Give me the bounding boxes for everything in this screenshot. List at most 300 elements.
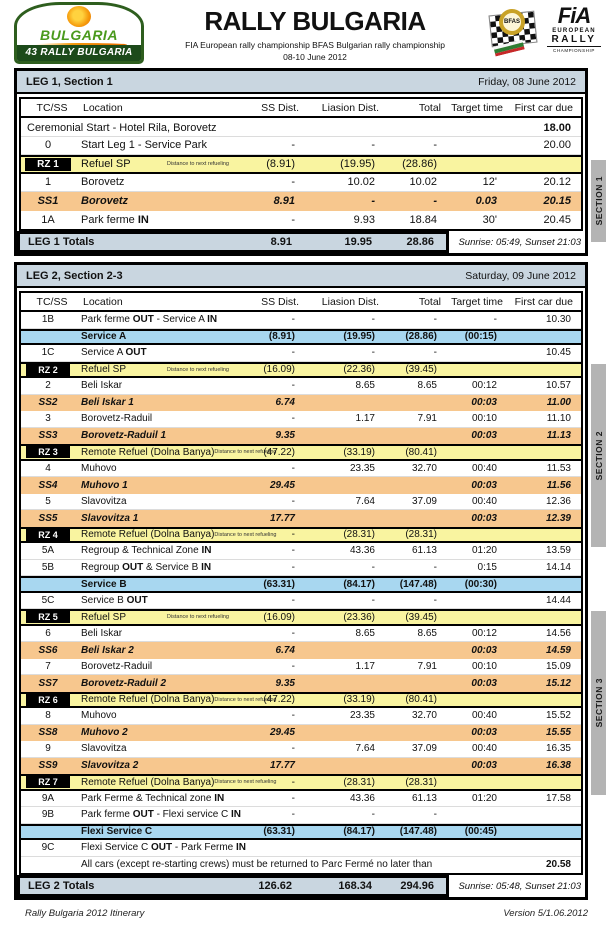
- liasion-dist-cell: (84.17): [343, 578, 375, 590]
- location-text: [81, 661, 152, 672]
- location-text: [81, 513, 138, 524]
- location-cell: [75, 380, 233, 391]
- rz-badge: RZ 4: [26, 529, 70, 541]
- ss-dist-cell: -: [291, 380, 295, 392]
- tc-cell: 5A: [41, 545, 55, 557]
- location-segment: Remote Refuel (Dolna Banya): [81, 529, 215, 541]
- liasion-dist-cell: (22.36): [343, 364, 375, 376]
- liasion-dist-cell: -: [371, 314, 375, 326]
- table-row: [21, 192, 581, 211]
- leg2-table: [19, 291, 583, 875]
- total-cell: 61.13: [411, 792, 437, 804]
- totals-liasion-dist: 19.95: [344, 236, 372, 248]
- refuel-note: Distance to next refueling: [214, 696, 277, 703]
- table-row: [21, 576, 581, 593]
- tc-cell: SS2: [38, 397, 58, 409]
- location-text: [81, 463, 117, 474]
- table-row: [21, 758, 581, 775]
- table-row: [21, 118, 581, 137]
- location-cell: [75, 158, 233, 170]
- totals-ss-dist: 8.91: [270, 236, 292, 248]
- leg1-totals-row: [17, 231, 585, 253]
- tc-cell: SS5: [38, 512, 58, 524]
- target-time-cell: 00:03: [471, 760, 497, 772]
- total-cell: (80.41): [405, 446, 437, 458]
- total-cell: 37.09: [411, 495, 437, 507]
- location-segment: Borovetz: [81, 176, 125, 189]
- location-cell: [75, 139, 233, 151]
- ss-dist-cell: -: [291, 314, 295, 326]
- col-target-time: Target time: [451, 101, 503, 114]
- table-row: [21, 807, 581, 824]
- first-car-due-cell: 11.10: [546, 413, 571, 425]
- target-time-cell: 00:12: [471, 627, 497, 639]
- location-segment: IN: [231, 809, 242, 821]
- liasion-dist-cell: 8.65: [355, 380, 375, 392]
- tc-cell: 6: [45, 627, 51, 639]
- location-segment: OUT: [122, 561, 144, 573]
- location-segment: Beli Iskar 1: [81, 397, 134, 409]
- location-segment: Borovetz: [81, 195, 129, 208]
- table-row: [21, 791, 581, 808]
- location-text: [81, 380, 122, 391]
- target-time-cell: 00:03: [471, 644, 497, 656]
- rally-plate-logo: [14, 2, 144, 64]
- section2-label: SECTION 2: [593, 430, 604, 481]
- liasion-dist-cell: 10.02: [347, 176, 375, 189]
- refuel-note: Distance to next refueling: [166, 614, 229, 621]
- first-car-due-cell: 16.38: [545, 760, 571, 772]
- total-cell: -: [433, 561, 437, 573]
- first-car-due-cell: 14.59: [545, 644, 571, 656]
- location-cell: [75, 694, 277, 706]
- liasion-dist-cell: 43.36: [349, 792, 375, 804]
- total-cell: 37.09: [411, 743, 437, 755]
- liasion-dist-cell: (23.36): [343, 611, 375, 623]
- tc-cell: 5B: [41, 561, 55, 573]
- table-row: [21, 329, 581, 346]
- location-segment: Beli Iskar: [81, 627, 123, 639]
- rz-badge: RZ 2: [26, 364, 70, 376]
- table-row: [21, 362, 581, 379]
- totals-liasion-dist: 168.34: [338, 880, 372, 892]
- liasion-dist-cell: 7.64: [355, 743, 375, 755]
- location-segment: Slavovitza 2: [81, 760, 139, 772]
- liasion-dist-cell: -: [371, 809, 375, 821]
- table-row: [21, 560, 581, 577]
- tc-cell: 0: [44, 139, 52, 152]
- location-cell: [75, 364, 233, 375]
- liasion-dist-cell: 23.35: [349, 462, 375, 474]
- col-tc-ss: TC/SS: [36, 295, 68, 308]
- total-cell: 8.65: [417, 380, 437, 392]
- location-segment: Service A: [81, 331, 127, 343]
- total-cell: 18.84: [409, 213, 437, 226]
- ss-dist-cell: -: [291, 413, 295, 425]
- fia-logo: [547, 5, 601, 53]
- leg2-header-bar: [17, 265, 585, 288]
- location-cell: [75, 743, 233, 754]
- location-cell: [75, 776, 277, 788]
- location-segment: OUT: [125, 347, 147, 359]
- location-cell: [75, 397, 233, 408]
- total-cell: -: [433, 314, 437, 326]
- fia-line-rally: RALLY: [551, 34, 597, 45]
- total-cell: (28.86): [405, 331, 437, 343]
- first-car-due-cell: 10.57: [545, 380, 571, 392]
- ss-dist-cell: -: [291, 139, 295, 152]
- location-segment: IN: [137, 213, 149, 226]
- first-car-due-cell: 14.14: [545, 561, 571, 573]
- table-row: [21, 741, 581, 758]
- table-row: [21, 137, 581, 156]
- location-cell: [75, 446, 277, 458]
- target-time-cell: 00:03: [471, 677, 497, 689]
- location-text: [81, 545, 211, 556]
- location-segment: Borovetz-Raduil: [81, 413, 153, 425]
- target-time-cell: 00:10: [471, 660, 497, 672]
- section2-tab: [591, 364, 606, 547]
- liasion-dist-cell: -: [371, 139, 375, 152]
- column-header-row: [21, 293, 581, 312]
- location-segment: Borovetz-Raduil: [81, 660, 153, 672]
- liasion-dist-cell: 43.36: [349, 545, 375, 557]
- tc-cell: SS1: [37, 195, 59, 208]
- location-text: [81, 694, 214, 705]
- total-cell: (28.31): [405, 529, 437, 541]
- col-liasion-dist: Liasion Dist.: [321, 295, 379, 308]
- location-segment: Slavovitza 1: [81, 512, 139, 524]
- location-text: [81, 645, 134, 656]
- liasion-dist-cell: (19.95): [340, 158, 375, 171]
- location-text: [81, 314, 217, 325]
- location-segment: IN: [214, 792, 225, 804]
- bfas-logo: [486, 7, 540, 59]
- target-time-cell: 0.03: [475, 195, 497, 208]
- location-segment: Muhovo: [81, 710, 117, 722]
- fia-mark: FiA: [557, 3, 591, 28]
- location-segment: Beli Iskar 2: [81, 644, 134, 656]
- location-cell: [75, 195, 233, 207]
- ss-dist-cell: 9.35: [275, 677, 295, 689]
- tc-cell: 7: [45, 660, 51, 672]
- location-segment: Muhovo: [81, 462, 117, 474]
- section3-label: SECTION 3: [593, 678, 604, 728]
- location-segment: Regroup: [81, 561, 123, 573]
- tc-cell: [21, 364, 75, 376]
- location-segment: IN: [207, 314, 218, 326]
- tc-cell: [21, 446, 75, 458]
- location-segment: Beli Iskar: [81, 380, 123, 392]
- location-text: [81, 496, 127, 507]
- table-row: [21, 824, 581, 841]
- tc-cell: 1: [44, 176, 52, 189]
- tc-cell: SS9: [38, 760, 58, 772]
- table-row: [21, 494, 581, 511]
- location-segment: Service B: [81, 578, 127, 590]
- table-row: [21, 510, 581, 527]
- ss-dist-cell: (47.22): [263, 446, 295, 458]
- target-time-cell: 0:15: [477, 561, 497, 573]
- location-cell: [75, 463, 233, 474]
- first-car-due-cell: 20.45: [543, 213, 571, 226]
- location-cell: [75, 331, 233, 342]
- table-row: [21, 725, 581, 742]
- first-car-due-cell: 11.56: [546, 479, 571, 491]
- location-text: [81, 727, 128, 738]
- first-car-due-cell: 20.58: [545, 859, 571, 871]
- tc-cell: [21, 611, 75, 623]
- location-text: [81, 579, 127, 590]
- location-segment: IN: [201, 545, 212, 557]
- section1-label: SECTION 1: [593, 176, 604, 226]
- tc-cell: [21, 158, 75, 171]
- leg1-title: LEG 1, Section 1: [26, 75, 113, 88]
- table-row: [21, 312, 581, 329]
- total-cell: 32.70: [411, 710, 437, 722]
- location-cell: [75, 809, 242, 821]
- location-text: [81, 612, 126, 623]
- location-text: [81, 710, 117, 721]
- liasion-dist-cell: (33.19): [343, 694, 375, 706]
- location-text: [81, 214, 149, 226]
- ss-dist-cell: -: [291, 347, 295, 359]
- target-time-cell: 00:40: [471, 462, 497, 474]
- location-text: [81, 413, 152, 424]
- location-segment: & Service B: [143, 561, 202, 573]
- total-cell: -: [433, 594, 437, 606]
- leg2-title: LEG 2, Section 2-3: [26, 269, 123, 282]
- location-segment: Flexi Service C: [81, 826, 153, 838]
- location-segment: OUT: [151, 842, 173, 854]
- location-text: [81, 430, 166, 441]
- total-cell: -: [433, 195, 437, 208]
- location-segment: IN: [236, 842, 247, 854]
- table-row: [21, 155, 581, 174]
- refuel-note: Distance to next refueling: [214, 779, 277, 786]
- location-cell: [75, 710, 233, 721]
- first-car-due-cell: 11.13: [546, 430, 571, 442]
- ss-dist-cell: 6.74: [275, 397, 295, 409]
- rz-badge: RZ 6: [26, 694, 70, 706]
- location-cell: [75, 760, 233, 771]
- table-row: [21, 708, 581, 725]
- target-time-cell: 01:20: [471, 792, 497, 804]
- location-cell: [75, 545, 233, 556]
- totals-ss-dist: 126.62: [258, 880, 292, 892]
- tc-cell: 8: [45, 710, 51, 722]
- location-text: [81, 678, 166, 689]
- refuel-note: Distance to next refueling: [214, 449, 277, 456]
- leg1-table: [19, 97, 583, 231]
- table-row: [21, 395, 581, 412]
- sun-rose-icon: [67, 6, 91, 27]
- col-ss-dist: SS Dist.: [261, 295, 299, 308]
- total-cell: (28.86): [402, 158, 437, 171]
- col-location: Location: [83, 101, 123, 114]
- location-text: [81, 777, 214, 788]
- total-cell: -: [433, 139, 437, 152]
- location-segment: Refuel SP: [81, 611, 127, 623]
- location-cell: [75, 612, 233, 623]
- target-time-cell: 00:40: [471, 495, 497, 507]
- table-row: [21, 444, 581, 461]
- location-text: [81, 842, 246, 853]
- leg2-sunrise-sunset: Sunrise: 05:48, Sunset 21:03: [458, 880, 581, 892]
- location-text: [81, 826, 152, 837]
- ss-dist-cell: -: [291, 710, 295, 722]
- tc-cell: 1C: [41, 347, 55, 359]
- total-cell: 61.13: [411, 545, 437, 557]
- ss-dist-cell: 6.74: [275, 644, 295, 656]
- location-segment: Refuel SP: [81, 158, 131, 171]
- tc-cell: 9A: [41, 792, 55, 804]
- leg2-block: [14, 262, 588, 900]
- total-cell: (39.45): [405, 364, 437, 376]
- col-target-time: Target time: [451, 295, 503, 308]
- location-cell: [75, 859, 511, 870]
- location-segment: - Service A: [153, 314, 208, 326]
- col-ss-dist: SS Dist.: [261, 101, 299, 114]
- liasion-dist-cell: 7.64: [355, 495, 375, 507]
- table-row: [21, 593, 581, 610]
- first-car-due-cell: 18.00: [543, 122, 571, 135]
- rz-badge: RZ 1: [25, 158, 71, 171]
- location-segment: - Flexi service C: [153, 809, 232, 821]
- ss-dist-cell: (63.31): [263, 826, 295, 838]
- first-car-due-cell: 13.59: [545, 545, 571, 557]
- ss-dist-cell: 9.35: [275, 430, 295, 442]
- location-segment: Park ferme: [81, 314, 133, 326]
- totals-total-dist: 28.86: [406, 236, 434, 248]
- table-row: [21, 527, 581, 544]
- liasion-dist-cell: -: [371, 195, 375, 208]
- col-location: Location: [83, 295, 123, 308]
- total-cell: 8.65: [417, 627, 437, 639]
- first-car-due-cell: 11.00: [546, 397, 571, 409]
- footer-version: Version 5/1.06.2012: [503, 908, 588, 919]
- first-car-due-cell: 15.09: [545, 660, 571, 672]
- totals-total-dist: 294.96: [400, 880, 434, 892]
- location-cell: [75, 347, 233, 358]
- first-car-due-cell: 10.45: [545, 347, 571, 359]
- location-segment: Ceremonial Start - Hotel Rila, Borovetz: [27, 122, 217, 135]
- location-segment: Flexi Service C: [81, 842, 152, 854]
- location-text: [81, 139, 207, 151]
- target-time-cell: 00:10: [471, 413, 497, 425]
- footer-document-name: Rally Bulgaria 2012 Itinerary: [25, 908, 145, 919]
- target-time-cell: 30': [482, 213, 497, 226]
- target-time-cell: (00:30): [464, 578, 497, 590]
- location-segment: Service A: [81, 347, 126, 359]
- target-time-cell: (00:45): [464, 826, 497, 838]
- tc-cell: SS4: [38, 479, 58, 491]
- liasion-dist-cell: 1.17: [355, 413, 375, 425]
- tc-cell: 9: [45, 743, 51, 755]
- total-cell: (80.41): [405, 694, 437, 706]
- target-time-cell: 01:20: [471, 545, 497, 557]
- total-cell: -: [433, 347, 437, 359]
- ss-dist-cell: -: [291, 561, 295, 573]
- tc-cell: [21, 776, 75, 788]
- tc-cell: 1B: [41, 314, 55, 326]
- tc-cell: 5: [45, 495, 51, 507]
- table-row: [21, 345, 581, 362]
- tc-cell: [21, 694, 75, 706]
- liasion-dist-cell: (28.31): [343, 776, 375, 788]
- page-title: RALLY BULGARIA: [204, 6, 426, 36]
- first-car-due-cell: 14.56: [545, 627, 571, 639]
- total-cell: (147.48): [399, 578, 437, 590]
- total-cell: 10.02: [409, 176, 437, 189]
- col-total: Total: [418, 295, 441, 308]
- table-row: [21, 477, 581, 494]
- total-cell: (147.48): [399, 826, 437, 838]
- ss-dist-cell: (8.91): [268, 331, 295, 343]
- first-car-due-cell: 15.12: [545, 677, 571, 689]
- total-cell: 7.91: [417, 660, 437, 672]
- location-segment: - Park Ferme: [172, 842, 237, 854]
- location-cell: [75, 645, 233, 656]
- liasion-dist-cell: 8.65: [355, 627, 375, 639]
- total-cell: (28.31): [405, 776, 437, 788]
- tc-cell: 3: [45, 413, 51, 425]
- tc-cell: 5C: [41, 594, 55, 606]
- target-time-cell: 00:40: [471, 743, 497, 755]
- location-text: [81, 628, 122, 639]
- col-liasion-dist: Liasion Dist.: [321, 101, 379, 114]
- event-dates: 08-10 June 2012: [283, 52, 347, 62]
- ss-dist-cell: -: [291, 176, 295, 189]
- leg1-date: Friday, 08 June 2012: [478, 75, 576, 88]
- location-segment: Start Leg 1 - Service Park: [81, 139, 207, 152]
- ss-dist-cell: (47.22): [263, 694, 295, 706]
- ss-dist-cell: 29.45: [269, 479, 295, 491]
- location-text: [81, 347, 147, 358]
- location-cell: [75, 496, 233, 507]
- table-row: [21, 692, 581, 709]
- table-row: [21, 857, 581, 874]
- col-tc-ss: TC/SS: [36, 101, 68, 114]
- table-row: [21, 642, 581, 659]
- liasion-dist-cell: (84.17): [343, 826, 375, 838]
- location-cell: [75, 480, 233, 491]
- location-cell: [75, 513, 233, 524]
- location-cell: [75, 842, 247, 854]
- location-text: [81, 529, 214, 540]
- ss-dist-cell: -: [291, 660, 295, 672]
- plate-country: BULGARIA: [40, 27, 118, 43]
- liasion-dist-cell: (28.31): [343, 529, 375, 541]
- location-cell: [75, 413, 233, 424]
- ss-dist-cell: (8.91): [266, 158, 295, 171]
- plate-event: 43 RALLY BULGARIA: [17, 45, 141, 61]
- tc-cell: 9B: [41, 809, 55, 821]
- location-text: [81, 447, 214, 458]
- table-row: [21, 174, 581, 193]
- total-cell: -: [433, 809, 437, 821]
- col-first-car-due: First car due: [514, 295, 573, 308]
- location-text: [81, 176, 124, 188]
- col-total: Total: [418, 101, 441, 114]
- location-text: [81, 397, 134, 408]
- target-time-cell: 00:03: [471, 479, 497, 491]
- ss-dist-cell: 8.91: [273, 195, 295, 208]
- target-time-cell: 00:03: [471, 397, 497, 409]
- table-row: [21, 774, 581, 791]
- col-first-car-due: First car due: [514, 101, 573, 114]
- location-segment: Refuel SP: [81, 364, 127, 376]
